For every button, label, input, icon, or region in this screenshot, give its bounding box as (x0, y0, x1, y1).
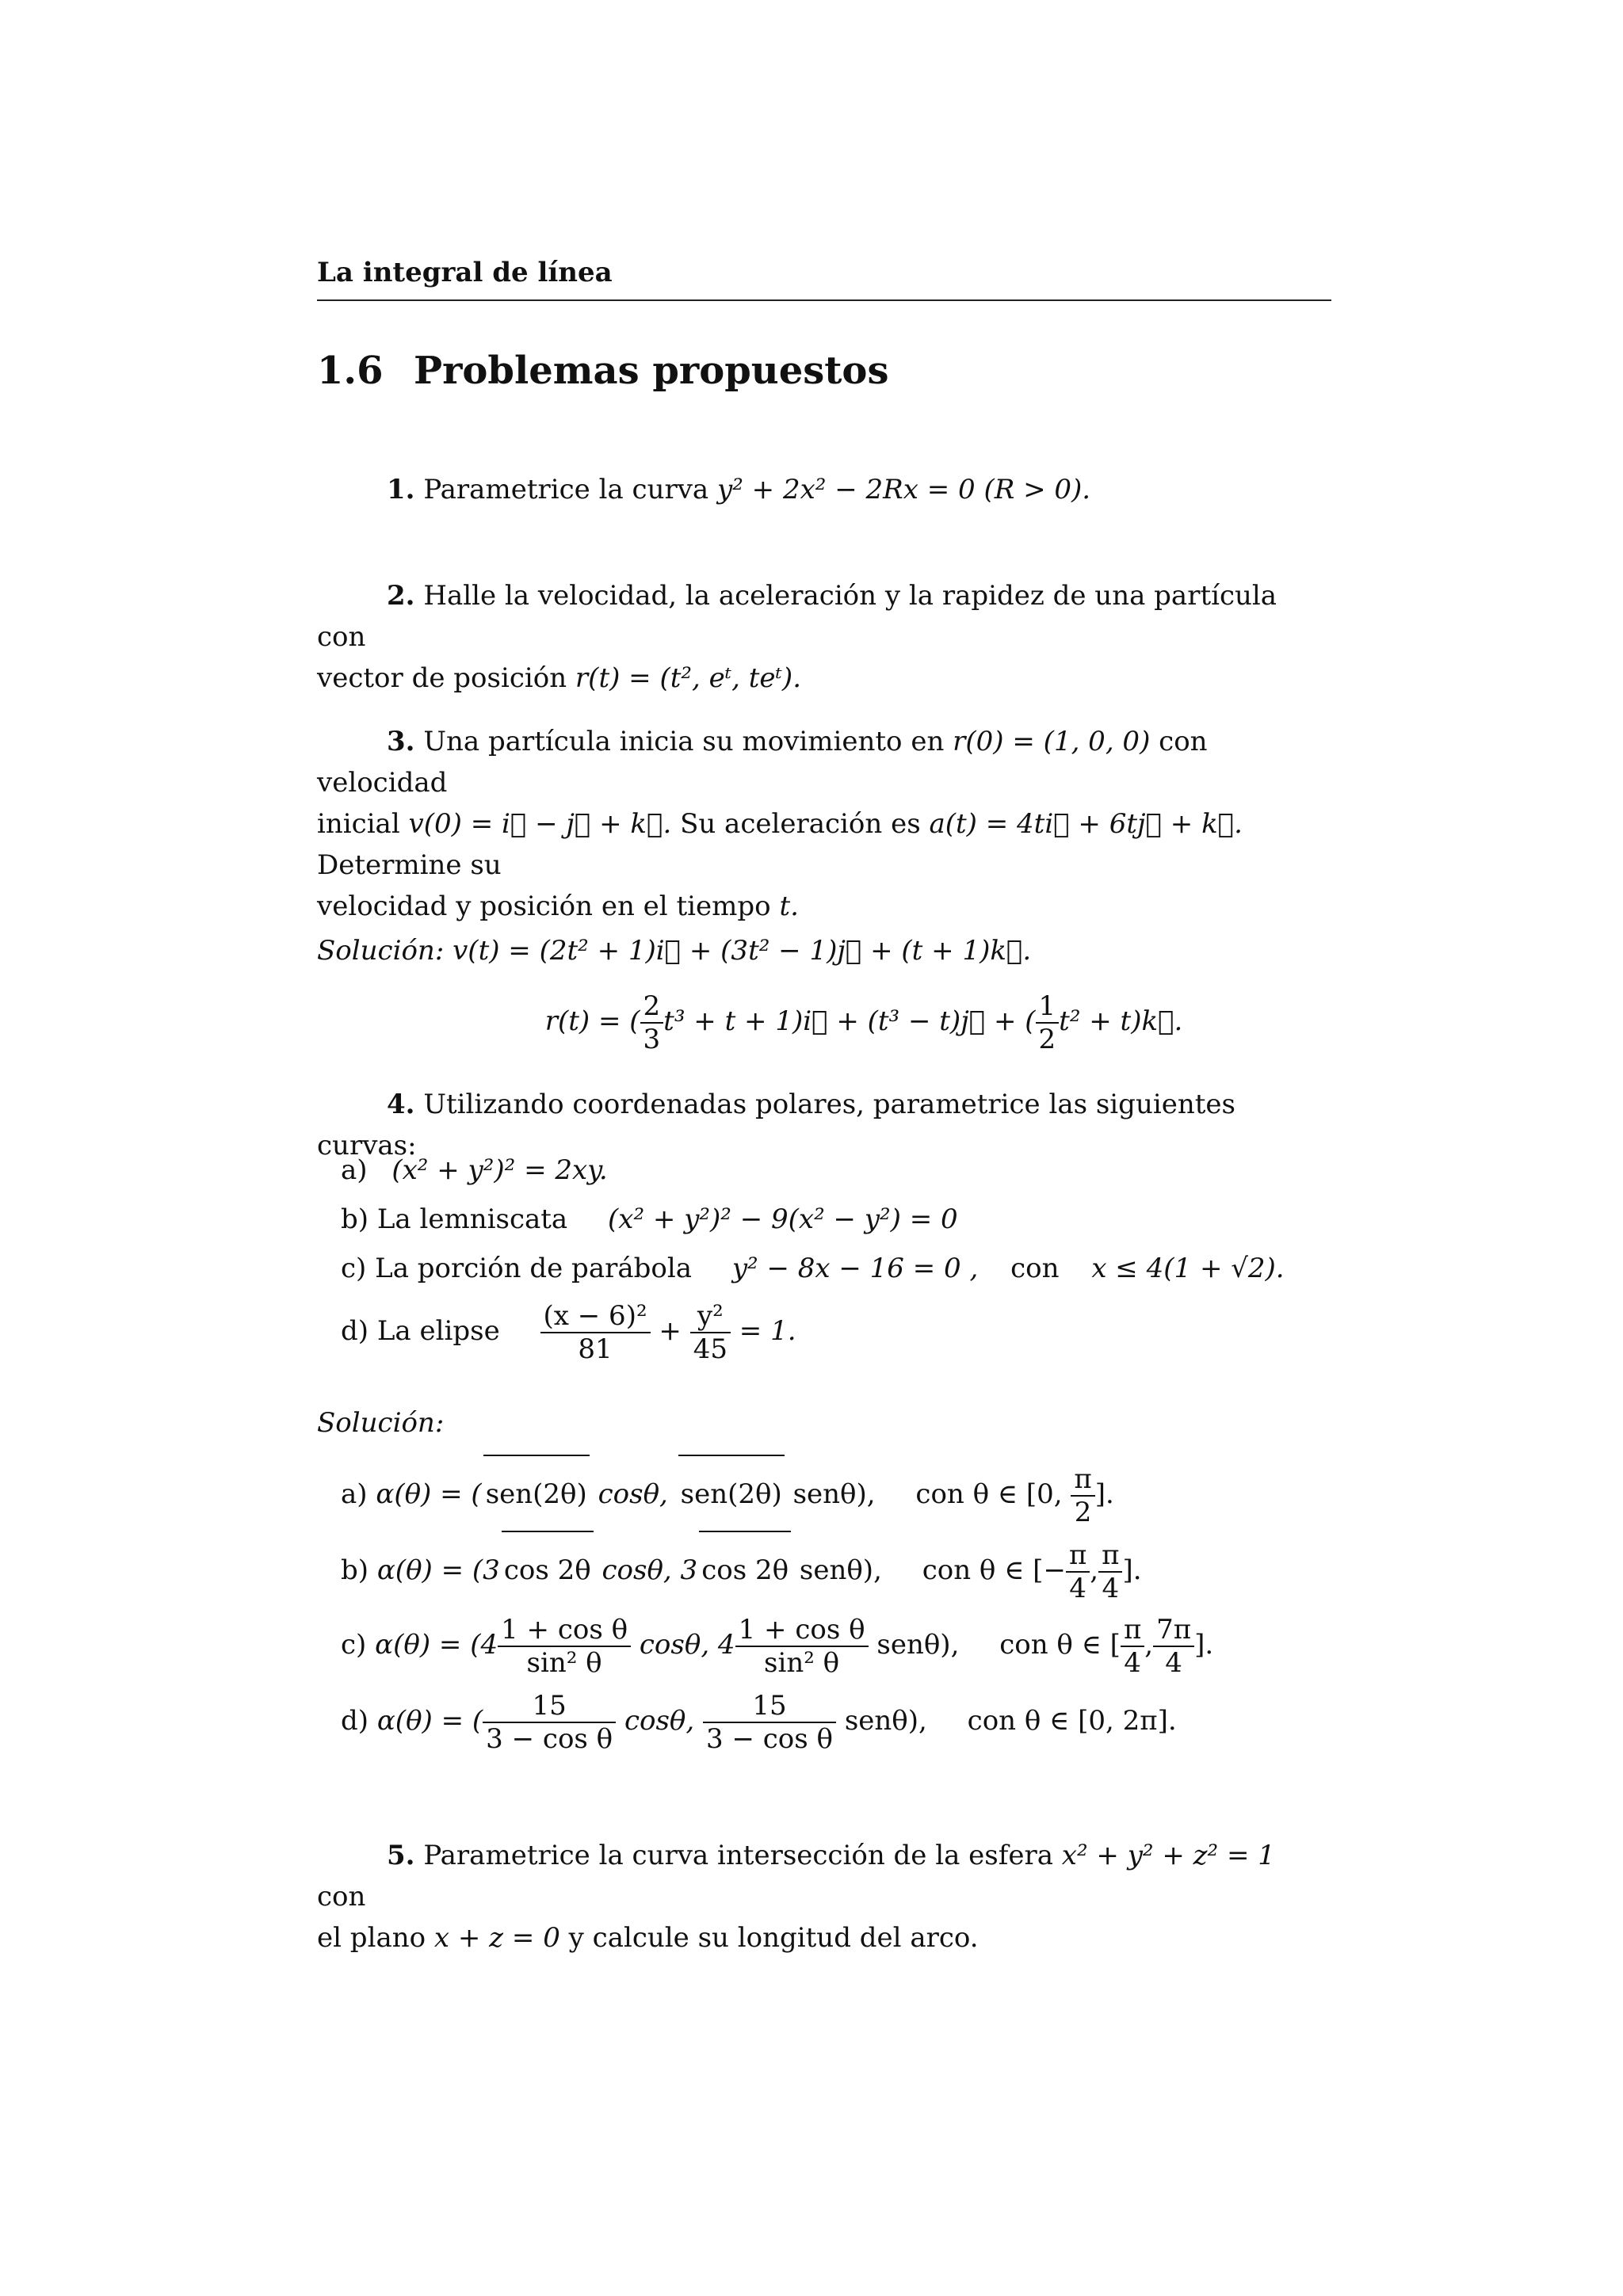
item-math-2: x ≤ 4(1 + √2). (1091, 1253, 1285, 1284)
section-title (317, 349, 888, 393)
problem-3-text-1: Una partícula inicia su movimiento en (423, 726, 945, 757)
problem-4-text: Utilizando coordenadas polares, parametrice las siguientes curvas: (317, 1089, 1235, 1161)
problem-1-number: 1. (387, 474, 415, 505)
radicand: cos 2θ (701, 1554, 789, 1586)
solution-row (341, 1531, 1331, 1607)
solution-pre: α(θ) = (4 (375, 1629, 498, 1661)
fraction (735, 1614, 869, 1679)
problem-2-text-1: Halle la velocidad, la aceleración y la rapidez de una partícula con (317, 580, 1277, 653)
sqrt (483, 1455, 590, 1532)
problem-3-solution-label: Solución: (317, 935, 445, 967)
solution-row (341, 1683, 1331, 1759)
solution-end: ]. (1094, 1478, 1114, 1510)
item-label: b) (341, 1203, 369, 1235)
fraction-denominator: 4 (1124, 1647, 1141, 1679)
item-label: c) (341, 1253, 367, 1284)
fraction-numerator: 7π (1153, 1614, 1194, 1647)
problem-4-solution-label (317, 1402, 1331, 1444)
fraction (1153, 1614, 1194, 1679)
fraction-numerator: 15 (483, 1690, 616, 1723)
item-con: con (1010, 1253, 1060, 1284)
solution-label: a) (341, 1478, 368, 1510)
problem-5-text-2b: y calcule su longitud del arco. (568, 1922, 979, 1954)
comma: , (1144, 1629, 1154, 1661)
fraction-denominator: 81 (578, 1333, 613, 1365)
problem-3-number: 3. (387, 726, 415, 757)
problem-3-r-mid-1: t³ + t + 1)i⃗ + (t³ − t)j⃗ + ( (663, 1005, 1036, 1037)
list-item (341, 1146, 1331, 1195)
solution-domain: con θ ∈ [0, (915, 1478, 1063, 1510)
problem-3-text-1b: con velocidad (317, 726, 1208, 799)
item-text: La lemniscata (376, 1203, 568, 1235)
fraction-numerator: y² (690, 1300, 731, 1333)
fraction-denominator: 2 (1038, 1024, 1056, 1055)
problem-3-r-pre: r(t) = ( (544, 1005, 640, 1037)
page (317, 0, 1331, 2296)
solution-domain: con θ ∈ [0, 2π]. (967, 1705, 1177, 1737)
fraction-denominator: 4 (1165, 1647, 1182, 1679)
item-math: (x² + y²)² − 9(x² − y²) = 0 (608, 1203, 958, 1235)
header-rule (317, 299, 1331, 301)
solution-row (341, 1607, 1331, 1683)
problem-3-text-2: inicial (317, 808, 400, 840)
solution-domain: con θ ∈ [ (999, 1629, 1121, 1661)
solution-label: c) (341, 1629, 367, 1661)
item-text: La elipse (376, 1315, 500, 1347)
problem-5-text-1b: con (317, 1881, 366, 1913)
sqrt (678, 1455, 785, 1532)
problem-3-r-mid-2: t² + t)k⃗. (1059, 1005, 1183, 1037)
solution-label: Solución: (317, 1407, 445, 1439)
solution-domain: con θ ∈ [− (922, 1554, 1066, 1586)
problem-3-math-2: v(0) = i⃗ − j⃗ + k⃗. (408, 808, 672, 840)
fraction (1121, 1614, 1144, 1679)
section-name: Problemas propuestos (414, 349, 889, 393)
fraction (498, 1614, 631, 1679)
solution-pre: α(θ) = ( (376, 1705, 483, 1737)
problem-3-text-2c: Determine su (317, 849, 502, 881)
fraction-numerator: 1 + cos θ (498, 1614, 631, 1647)
fraction (703, 1690, 836, 1755)
sqrt (502, 1531, 594, 1608)
problem-4-solutions (341, 1455, 1331, 1759)
problem-5-text-2: el plano (317, 1922, 426, 1954)
problem-3-solution-v: v(t) = (2t² + 1)i⃗ + (3t² − 1)j⃗ + (t + 1)k⃗. (453, 935, 1032, 967)
problem-4-number: 4. (387, 1089, 415, 1120)
problem-3-solution-r (317, 987, 1331, 1055)
fraction (1066, 1539, 1090, 1604)
solution-label: d) (341, 1705, 369, 1737)
fraction-denominator: sin² θ (764, 1647, 840, 1679)
item-math: y² − 8x − 16 = 0 , (731, 1253, 979, 1284)
problem-1 (317, 469, 1331, 510)
problem-4-list (341, 1146, 1331, 1369)
solution-post: senθ), (876, 1629, 960, 1661)
problem-3-text-3: velocidad y posición en el tiempo (317, 891, 771, 922)
problem-5 (317, 1835, 1331, 1958)
fraction-denominator: 4 (1102, 1573, 1120, 1604)
fraction (1098, 1539, 1122, 1604)
fraction-denominator: 3 − cos θ (706, 1723, 834, 1755)
solution-post: senθ), (844, 1705, 927, 1737)
fraction-denominator: 2 (1074, 1497, 1092, 1528)
solution-post: senθ), (792, 1478, 876, 1510)
fraction-numerator: 1 (1036, 990, 1060, 1024)
fraction-numerator: 15 (703, 1690, 836, 1723)
section-number: 1.6 (317, 349, 384, 393)
radicand: cos 2θ (503, 1554, 591, 1586)
solution-row (341, 1455, 1331, 1531)
running-head: La integral de línea (317, 257, 613, 288)
fraction-denominator: 45 (693, 1333, 727, 1365)
solution-mid: cosθ, (598, 1478, 668, 1510)
problem-3-math-1: r(0) = (1, 0, 0) (953, 726, 1151, 757)
problem-3-math-4: t. (779, 891, 799, 922)
problem-2-math: r(t) = (t², eᵗ, teᵗ). (575, 662, 802, 694)
radicand: sen(2θ) (485, 1478, 587, 1510)
list-item (341, 1293, 1331, 1369)
fraction (540, 1300, 651, 1365)
fraction-numerator: 1 + cos θ (735, 1614, 869, 1647)
item-tail: = 1. (739, 1315, 796, 1347)
fraction-numerator: (x − 6)² (540, 1300, 651, 1333)
list-item (341, 1195, 1331, 1244)
sqrt (699, 1531, 791, 1608)
item-label: a) (341, 1154, 368, 1186)
fraction-denominator: 3 − cos θ (486, 1723, 613, 1755)
solution-mid: cosθ, 4 (639, 1629, 735, 1661)
fraction-numerator: π (1071, 1463, 1094, 1497)
list-item (341, 1244, 1331, 1293)
fraction-denominator: 3 (643, 1024, 661, 1055)
solution-pre: α(θ) = (3 (376, 1554, 500, 1586)
fraction-one-half (1036, 990, 1060, 1055)
fraction-numerator: π (1098, 1539, 1122, 1573)
solution-label: b) (341, 1554, 369, 1586)
solution-mid: cosθ, 3 (601, 1554, 698, 1586)
radicand: sen(2θ) (680, 1478, 782, 1510)
solution-mid: cosθ, (624, 1705, 695, 1737)
problem-3-math-3: a(t) = 4ti⃗ + 6tj⃗ + k⃗. (929, 808, 1243, 840)
plus-sign: + (659, 1315, 682, 1347)
item-text: La porción de parábola (375, 1253, 692, 1284)
fraction-denominator: 4 (1069, 1573, 1086, 1604)
problem-2 (317, 575, 1331, 699)
fraction (690, 1300, 731, 1365)
fraction-numerator: 2 (640, 990, 664, 1024)
solution-end: ]. (1194, 1629, 1214, 1661)
problem-5-math-2: x + z = 0 (433, 1922, 560, 1954)
item-math: (x² + y²)² = 2xy. (391, 1154, 608, 1186)
solution-pre: α(θ) = ( (376, 1478, 482, 1510)
problem-5-number: 5. (387, 1840, 415, 1871)
solution-post: senθ), (799, 1554, 882, 1586)
fraction (483, 1690, 616, 1755)
comma: , (1090, 1554, 1099, 1586)
problem-2-number: 2. (387, 580, 415, 612)
problem-5-math-1: x² + y² + z² = 1 (1061, 1840, 1275, 1871)
problem-3 (317, 721, 1331, 1055)
fraction (1071, 1463, 1094, 1528)
problem-2-text-2: vector de posición (317, 662, 567, 694)
solution-end: ]. (1122, 1554, 1142, 1586)
fraction-numerator: π (1121, 1614, 1144, 1647)
item-label: d) (341, 1315, 369, 1347)
fraction-denominator: sin² θ (526, 1647, 602, 1679)
problem-1-math: y² + 2x² − 2Rx = 0 (R > 0). (717, 474, 1091, 505)
fraction-numerator: π (1066, 1539, 1090, 1573)
fraction-two-thirds (640, 990, 664, 1055)
problem-5-text-1: Parametrice la curva intersección de la esfera (423, 1840, 1053, 1871)
problem-1-text: Parametrice la curva (423, 474, 709, 505)
problem-3-text-2b: Su aceleración es (680, 808, 921, 840)
